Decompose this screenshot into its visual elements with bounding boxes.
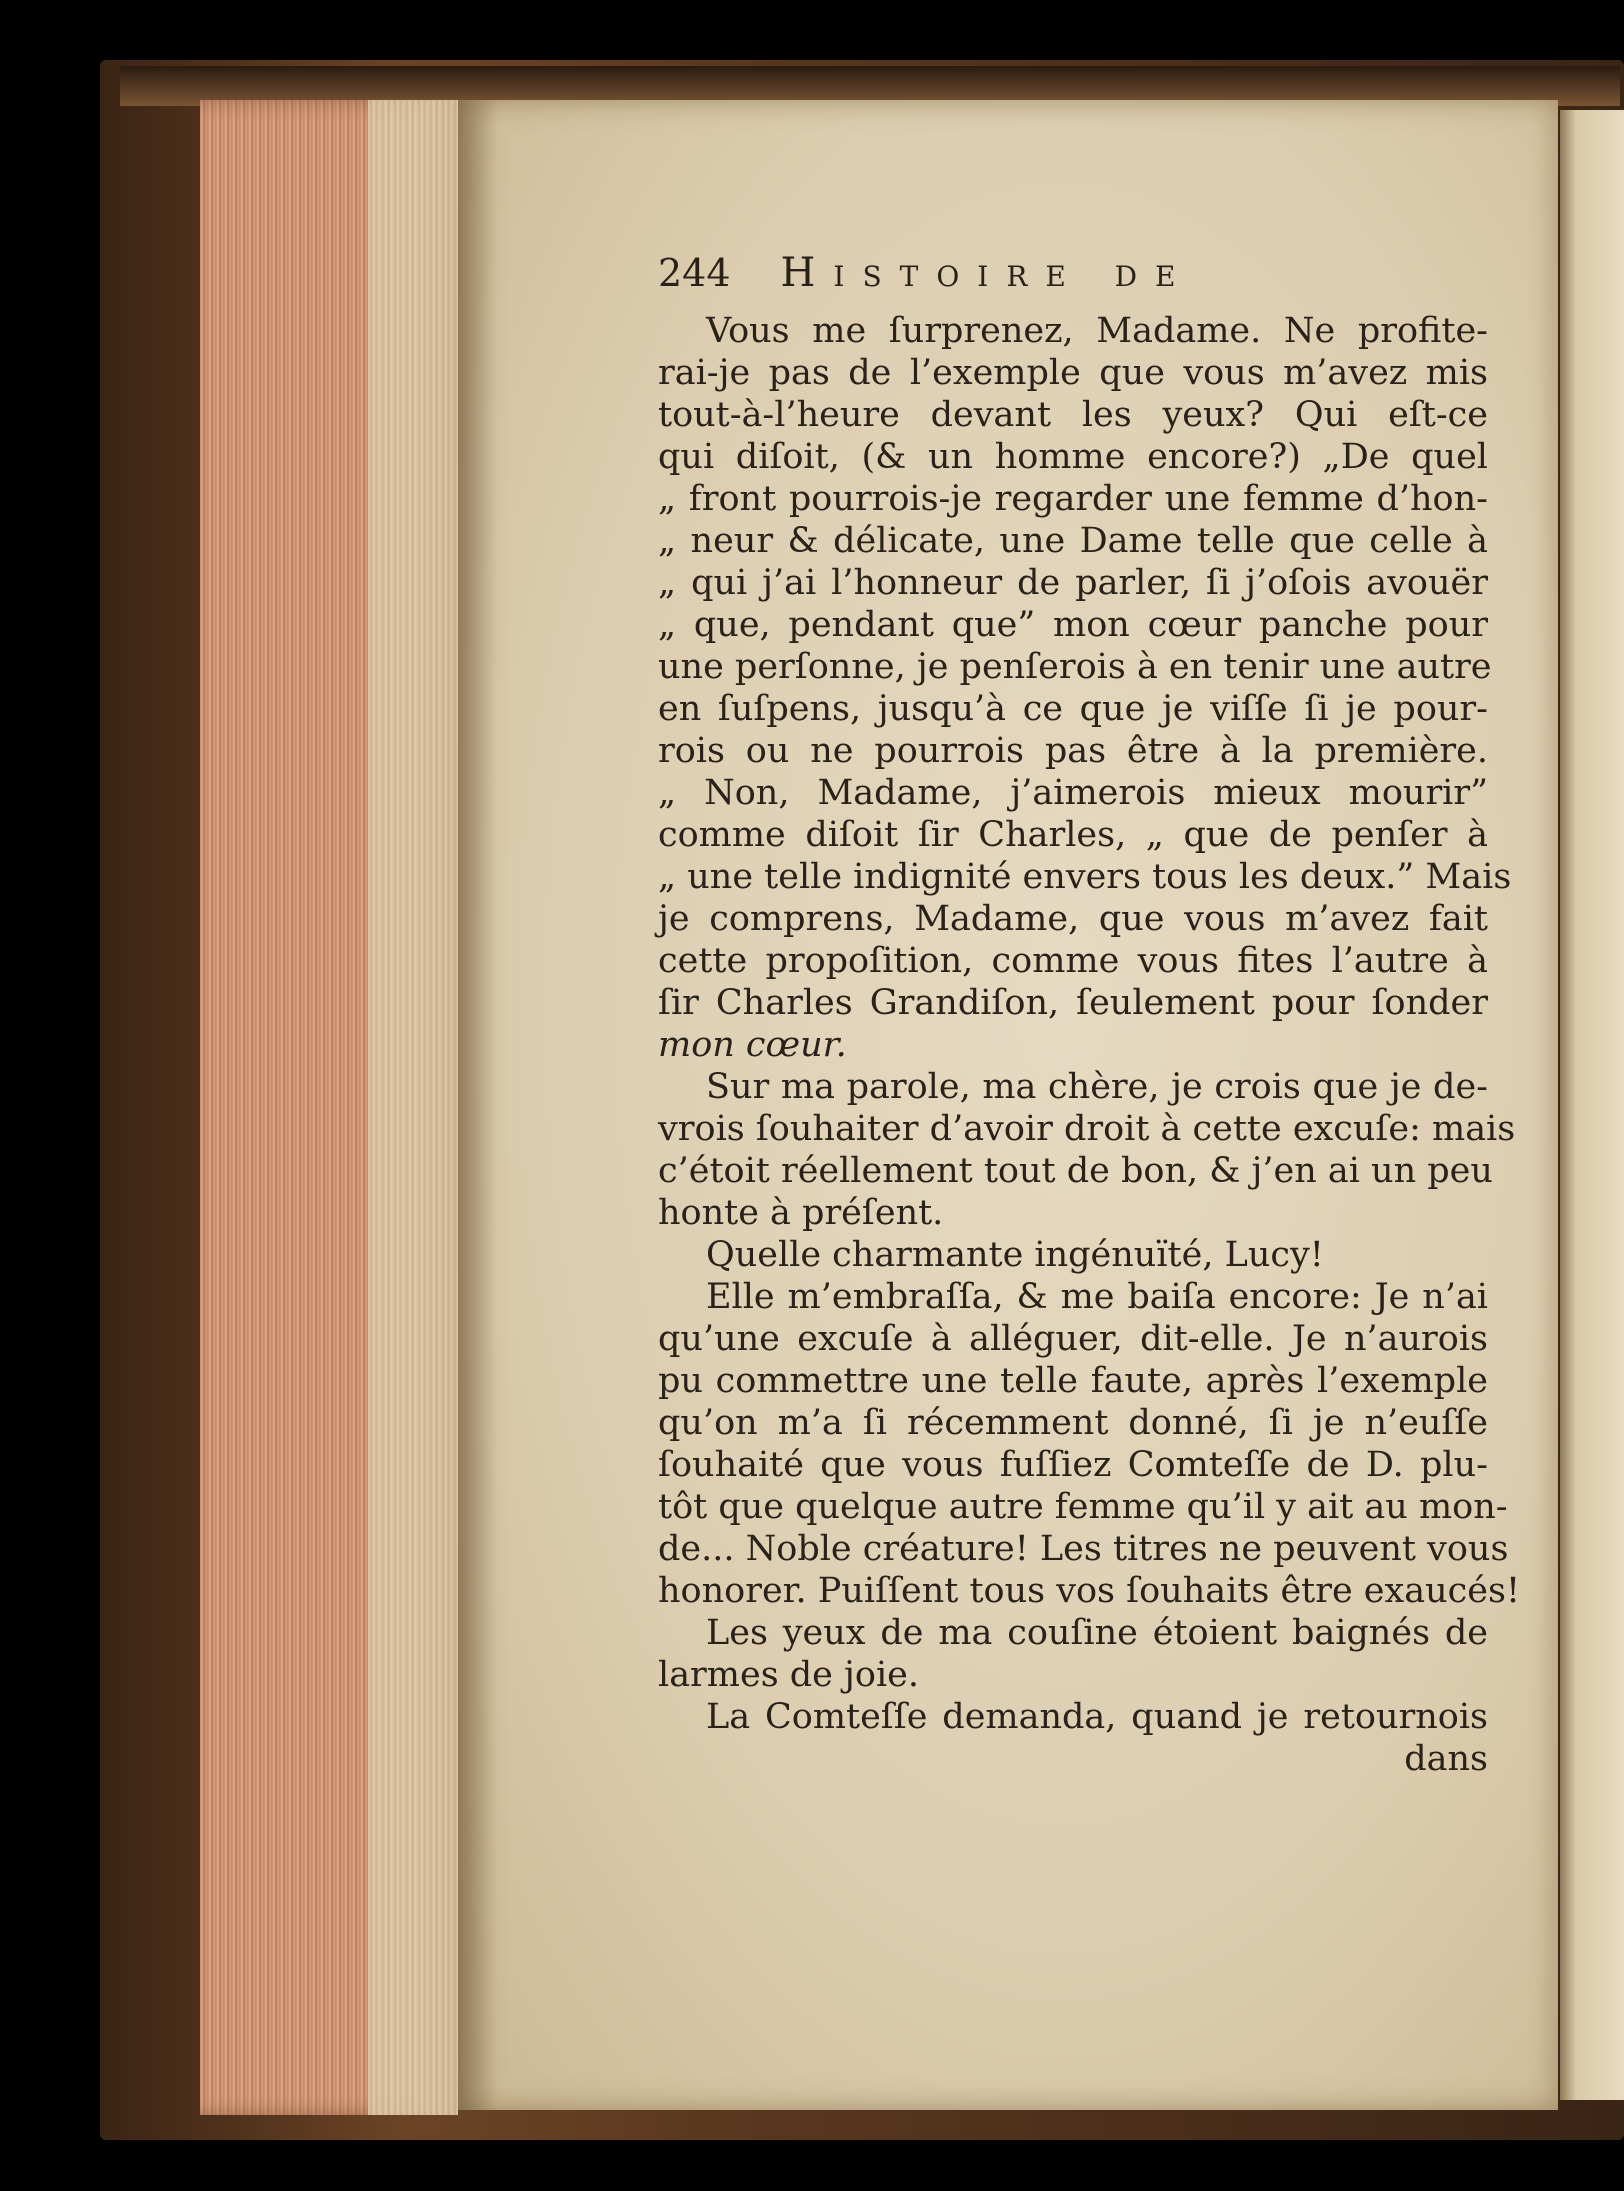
- catchword: dans: [1404, 1739, 1488, 1779]
- text-line: ſir Charles Grandiſon, ſeulement pour ſonder: [658, 983, 1488, 1023]
- text-line: tout-à-l’heure devant les yeux? Qui eſt-ce: [658, 395, 1488, 435]
- running-head: [658, 250, 1488, 310]
- text-line: Vous me ſurprenez, Madame. Ne profite-: [706, 311, 1488, 351]
- text-line: Sur ma parole, ma chère, je crois que je de-: [706, 1067, 1488, 1107]
- text-line: qui diſoit, (& un homme encore?) „De quel: [658, 437, 1488, 477]
- text-line: rois ou ne pourrois pas être à la première.: [658, 731, 1488, 771]
- text-line: tôt que quelque autre femme qu’il y ait au mon-: [658, 1487, 1508, 1527]
- text-line: mon cœur.: [658, 1025, 847, 1065]
- text-line: „ une telle indignité envers tous les deux.” Mais: [658, 857, 1512, 897]
- text-line: qu’une excuſe à alléguer, dit-elle. Je n’aurois: [658, 1319, 1488, 1359]
- text-line: cette propoſition, comme vous fites l’autre à: [658, 941, 1488, 981]
- text-line: ſouhaité que vous fuſſiez Comteſſe de D. plu-: [658, 1445, 1488, 1485]
- text-line: „ qui j’ai l’honneur de parler, ſi j’oſois avouër: [658, 563, 1488, 603]
- book-page: [458, 100, 1558, 2110]
- text-line: c’étoit réellement tout de bon, & j’en ai un peu: [658, 1151, 1493, 1191]
- text-line: de... Noble créature! Les titres ne peuvent vous: [658, 1529, 1509, 1569]
- text-line: „ front pourrois-je regarder une femme d’hon-: [658, 479, 1488, 519]
- text-line: honorer. Puiſſent tous vos ſouhaits être exaucés!: [658, 1571, 1521, 1611]
- text-line: rai-je pas de l’exemple que vous m’avez mis: [658, 353, 1488, 393]
- text-line: La Comteſſe demanda, quand je retournois: [706, 1697, 1488, 1737]
- text-line: „ Non, Madame, j’aimerois mieux mourir”: [658, 773, 1488, 813]
- text-line: Les yeux de ma couſine étoient baignés de: [706, 1613, 1488, 1653]
- text-line: Elle m’embraſſa, & me baiſa encore: Je n’ai: [706, 1277, 1488, 1317]
- text-line: „ que, pendant que” mon cœur panche pour: [658, 605, 1488, 645]
- text-line: vrois ſouhaiter d’avoir droit à cette excuſe: mais: [658, 1109, 1516, 1149]
- gutter-shadow: [458, 100, 498, 2110]
- facing-page-edge: [1560, 110, 1624, 2100]
- text-line: larmes de joie.: [658, 1655, 919, 1695]
- page-fore-edges: [200, 100, 458, 2115]
- text-line: qu’on m’a ſi récemment donné, ſi je n’euſſe: [658, 1403, 1488, 1443]
- text-line: pu commettre une telle faute, après l’exemple: [658, 1361, 1488, 1401]
- text-line: une perſonne, je penſerois à en tenir une autre: [658, 647, 1492, 687]
- page-text: [658, 250, 1521, 1780]
- running-head-title: Histoire de: [780, 250, 1194, 296]
- text-line: honte à préſent.: [658, 1193, 944, 1233]
- text-line: comme diſoit ſir Charles, „ que de penſer à: [658, 815, 1488, 855]
- text-line: en ſuſpens, jusqu’à ce que je viſſe ſi je pour-: [658, 689, 1488, 729]
- text-line: Quelle charmante ingénuïté, Lucy!: [706, 1235, 1324, 1275]
- text-line: je comprens, Madame, que vous m’avez fait: [658, 899, 1488, 939]
- text-line: „ neur & délicate, une Dame telle que celle à: [658, 521, 1488, 561]
- page-number: 244: [658, 251, 731, 295]
